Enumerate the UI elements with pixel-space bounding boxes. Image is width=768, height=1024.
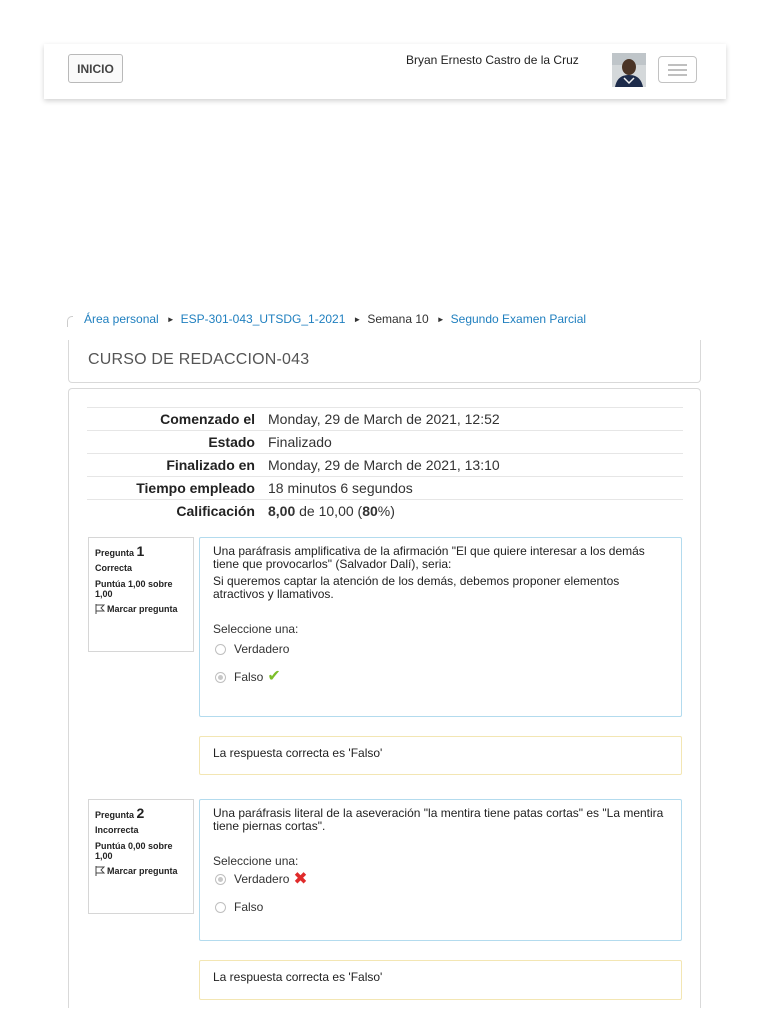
flag-label: Marcar pregunta (107, 866, 178, 876)
radio-button[interactable] (215, 902, 226, 913)
question-text-secondary: Si queremos captar la atención de los demás, debemos proponer elementos atractivos y llamativos. (213, 574, 620, 601)
right-answer-text: La respuesta correcta es 'Falso' (213, 746, 383, 760)
answer-option-label: Verdadero (234, 872, 290, 886)
question-number (95, 805, 187, 821)
question-label: Pregunta (95, 548, 135, 558)
breadcrumb (84, 312, 586, 326)
summary-row-started (87, 408, 683, 431)
hamburger-menu-icon[interactable] (658, 56, 697, 83)
breadcrumb-item-area-personal[interactable]: Área personal (84, 312, 159, 326)
question-number (95, 543, 187, 559)
started-value: Monday, 29 de March de 2021, 12:52 (268, 410, 500, 427)
question-1-info (88, 537, 194, 652)
answer-prompt: Seleccione una: (213, 622, 299, 636)
answer-prompt: Seleccione una: (213, 854, 299, 868)
time-label: Tiempo empleado (136, 479, 255, 496)
summary-row-state (87, 431, 683, 454)
radio-button[interactable] (215, 644, 226, 655)
question-text: Una paráfrasis literal de la aseveración "la mentira tiene patas cortas" es "La mentira tiene piernas cortas". (213, 806, 664, 833)
top-navbar (44, 44, 726, 99)
state-value: Finalizado (268, 433, 332, 450)
question-grade: Puntúa 1,00 sobre 1,00 (95, 579, 173, 599)
question-2-feedback (199, 960, 682, 1000)
answer-option-label: Falso (234, 670, 264, 684)
course-header (68, 340, 701, 383)
breadcrumb-separator-icon: ► (166, 315, 175, 324)
grade-label: Calificación (176, 502, 255, 519)
breadcrumb-item-week: Semana 10 (367, 312, 429, 326)
question-state: Correcta (95, 563, 133, 573)
answer-option-falso[interactable] (213, 670, 668, 684)
course-title: CURSO DE REDACCION-043 (88, 351, 310, 368)
breadcrumb-separator-icon: ► (353, 315, 362, 324)
summary-row-finished (87, 454, 683, 477)
flag-icon (95, 866, 105, 878)
question-2-info (88, 799, 194, 914)
radio-button[interactable] (215, 874, 226, 885)
time-value: 18 minutos 6 segundos (268, 479, 413, 496)
check-icon: ✔ (267, 668, 281, 685)
grade-mid: de 10,00 ( (295, 502, 363, 519)
finished-label: Finalizado en (166, 456, 255, 473)
summary-row-grade (87, 500, 683, 523)
grade-end: %) (377, 502, 395, 519)
flag-label: Marcar pregunta (107, 604, 178, 614)
flag-question-link[interactable] (95, 866, 187, 878)
grade-score: 8,00 (268, 502, 296, 519)
question-1-content (199, 537, 682, 717)
question-text: Una paráfrasis amplificativa de la afirmación "El que quiere interesar a los demás tiene que provocarlos" (Salvador Dalí), seria: (213, 544, 645, 571)
right-answer-text: La respuesta correcta es 'Falso' (213, 970, 383, 984)
question-number-value: 2 (136, 805, 145, 821)
flag-icon (95, 604, 105, 616)
answer-option-verdadero[interactable] (213, 642, 668, 656)
cross-icon: ✖ (293, 869, 308, 888)
state-label: Estado (208, 433, 255, 450)
breadcrumb-separator-icon: ► (436, 315, 445, 324)
answer-option-label: Verdadero (234, 642, 290, 656)
answer-option-verdadero[interactable] (213, 869, 668, 888)
question-grade: Puntúa 0,00 sobre 1,00 (95, 841, 173, 861)
question-number-value: 1 (136, 543, 145, 559)
question-state: Incorrecta (95, 825, 139, 835)
user-name[interactable]: Bryan Ernesto Castro de la Cruz (406, 53, 579, 67)
grade-value (262, 500, 683, 523)
question-1-feedback (199, 736, 682, 775)
finished-value: Monday, 29 de March de 2021, 13:10 (268, 456, 500, 473)
started-label: Comenzado el (160, 410, 255, 427)
flag-question-link[interactable] (95, 604, 187, 616)
summary-row-time (87, 477, 683, 500)
breadcrumb-item-exam[interactable]: Segundo Examen Parcial (450, 312, 587, 326)
question-label: Pregunta (95, 810, 135, 820)
breadcrumb-item-course[interactable]: ESP-301-043_UTSDG_1-2021 (180, 312, 346, 326)
radio-button[interactable] (215, 672, 226, 683)
attempt-summary-table (87, 407, 683, 522)
answer-option-label: Falso (234, 900, 264, 914)
grade-percent: 80 (362, 502, 378, 519)
user-avatar[interactable] (612, 53, 646, 87)
question-2-content (199, 799, 682, 941)
breadcrumb-bracket (67, 316, 73, 327)
answer-option-falso[interactable] (213, 900, 668, 914)
home-button[interactable]: INICIO (68, 54, 123, 83)
